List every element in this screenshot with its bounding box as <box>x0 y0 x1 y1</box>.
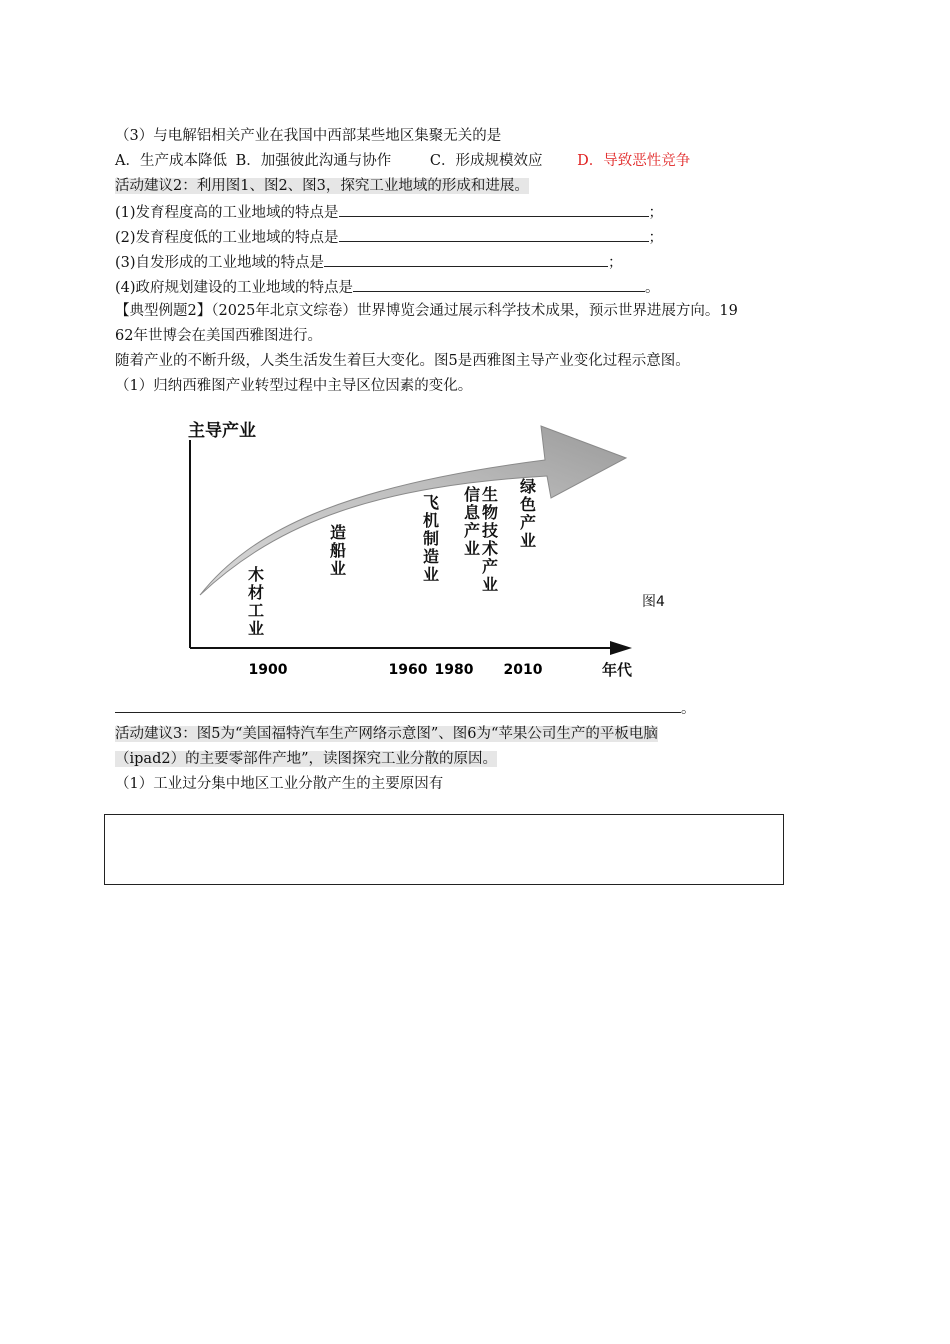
seattle-industry-diagram <box>180 412 665 687</box>
activity2-item-2-end: ； <box>648 230 664 246</box>
activity2-item-3-text: (3)自发形成的工业地域的特点是 <box>115 255 325 271</box>
x-tick-label: 1900 <box>248 662 288 678</box>
answer-blank[interactable] <box>324 251 608 267</box>
activity2-item-1-text: (1)发育程度高的工业地域的特点是 <box>115 205 339 221</box>
activity3-line-2-text: （ipad2）的主要零部件产地”，读图探究工业分散的原因。 <box>115 751 497 767</box>
industry-label: 飞机制造业 <box>422 493 440 584</box>
activity2-item-4-text: (4)政府规划建设的工业地域的特点是 <box>115 280 354 296</box>
answer-box[interactable] <box>104 814 784 885</box>
industry-label: 造船业 <box>329 523 347 578</box>
x-axis-label: 年代 <box>602 661 633 679</box>
q3-stem: （3）与电解铝相关产业在我国中西部某些地区集聚无关的是 <box>115 128 502 144</box>
activity2-item-3-end: ； <box>608 255 623 271</box>
industry-label: 木材工业 <box>247 565 265 638</box>
example2-question-1: （1）归纳西雅图产业转型过程中主导区位因素的变化。 <box>115 378 473 394</box>
activity2-item-1 <box>115 201 663 223</box>
q3-option-c[interactable]: C．形成规模效应 <box>429 153 543 169</box>
example2-answer-line <box>115 697 696 719</box>
answer-blank[interactable] <box>115 697 681 713</box>
activity2-item-4 <box>115 276 660 298</box>
y-axis-label: 主导产业 <box>188 421 256 441</box>
q3-option-d[interactable]: D．导致恶性竞争 <box>577 153 691 169</box>
answer-blank[interactable] <box>339 226 649 242</box>
activity3-line-1-text: 活动建议3：图5为“美国福特汽车生产网络示意图”、图6为“苹果公司生产的平板电脑 <box>115 726 658 742</box>
activity3-question-1: （1）工业过分集中地区工业分散产生的主要原因有 <box>115 776 444 792</box>
activity2-item-1-end: ； <box>648 205 664 221</box>
industry-label: 生物技术产业 <box>481 485 499 594</box>
q3-option-b[interactable]: B．加强彼此沟通与协作 <box>235 153 392 169</box>
answer-blank[interactable] <box>339 201 649 217</box>
activity2-title-text: 活动建议2：利用图1、图2、图3，探究工业地域的形成和进展。 <box>115 178 529 194</box>
activity3-line-1 <box>115 724 658 744</box>
activity2-item-2-text: (2)发育程度低的工业地域的特点是 <box>115 230 339 246</box>
q3-options <box>115 151 690 171</box>
example2-line-2: 62年世博会在美国西雅图进行。 <box>115 328 322 344</box>
figure-caption: 图4 <box>642 594 665 610</box>
example2-answer-end: 。 <box>681 701 696 717</box>
answer-blank[interactable] <box>353 276 645 292</box>
x-axis-arrowhead <box>610 641 632 655</box>
x-tick-label: 1960 <box>388 662 428 678</box>
activity3-line-2 <box>115 749 497 769</box>
activity2-title <box>115 176 529 196</box>
industry-label: 绿色产业 <box>519 477 537 550</box>
example2-line-3: 随着产业的不断升级，人类生活发生着巨大变化。图5是西雅图主导产业变化过程示意图。 <box>115 353 690 369</box>
q3-option-a[interactable]: A．生产成本降低 <box>115 153 227 169</box>
example2-line-1: 【典型例题2】（2025年北京文综卷）世界博览会通过展示科学技术成果，预示世界进展方向。19 <box>115 303 738 319</box>
x-tick-label: 1980 <box>434 662 474 678</box>
x-tick-label: 2010 <box>503 662 543 678</box>
industry-label: 信息产业 <box>463 485 481 558</box>
activity2-item-4-end: 。 <box>645 280 660 296</box>
activity2-item-3 <box>115 251 623 273</box>
activity2-item-2 <box>115 226 663 248</box>
